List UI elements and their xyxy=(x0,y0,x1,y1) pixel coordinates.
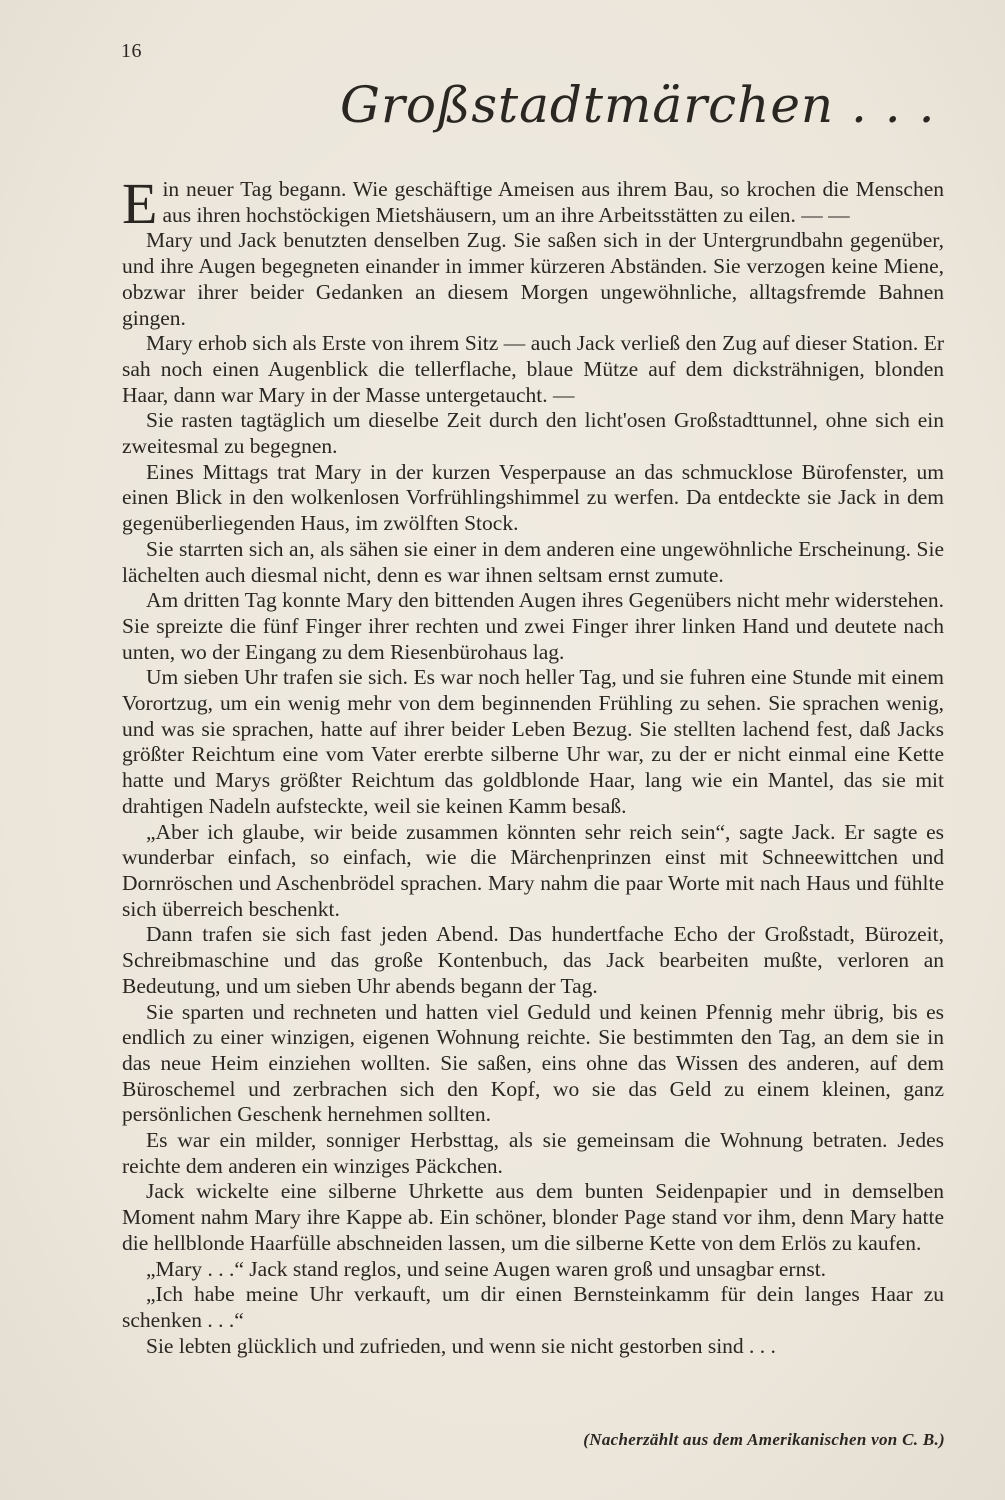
paragraph: Dann trafen sie sich fast jeden Abend. Das hundertfache Echo der Großstadt, Bürozeit, Schreibmaschine und das große Kontenbuch, das Jack bearbeiten mußte, verloren an Bedeutung, und um sieben Uhr abends begann der Tag. xyxy=(122,922,944,998)
paragraph: Eines Mittags trat Mary in der kurzen Vesperpause an das schmucklose Bürofenster, um einen Blick in den wolkenlosen Vorfrühlingshimmel zu werfen. Da entdeckte sie Jack in dem gegenüberliegenden Haus, im zwölften Stock. xyxy=(122,459,944,536)
drop-cap: E xyxy=(122,171,158,236)
paragraph: „Mary . . .“ Jack stand reglos, und seine Augen waren groß und unsagbar ernst. xyxy=(146,1256,827,1281)
paragraph: Sie starrten sich an, als sähen sie einer in dem anderen eine ungewöhnliche Erscheinung. Sie lächelten auch diesmal nicht, denn es war ihnen seltsam ernst zumute. xyxy=(122,536,944,587)
paragraph: Mary und Jack benutzten denselben Zug. Sie saßen sich in der Untergrundbahn gegenüber, und ihre Augen begegneten einander in immer kürzeren Abständen. Sie verzogen keine Miene, obzwar ihrer beider Gedanken an diesem Morgen ungewöhnliche, alltagsfremde Bahnen gingen. xyxy=(122,228,944,330)
paragraph: Es war ein milder, sonniger Herbsttag, als sie gemeinsam die Wohnung betraten. Jedes reichte dem anderen ein winziges Päckchen. xyxy=(122,1128,944,1178)
paragraph: „Aber ich glaube, wir beide zusammen könnten sehr reich sein“, sagte Jack. Er sagte es wunderbar einfach, so einfach, wie die Märchenprinzen einst mit Schneewittchen und Dornröschen und Aschenbrödel sprachen. Mary nahm die paar Worte mit nach Haus und fühlte sich überreich beschenkt. xyxy=(122,819,944,921)
paragraph: Sie sparten und rechneten und hatten viel Geduld und keinen Pfennig mehr übrig, bis es endlich zu einer winzigen, eigenen Wohnung reichte. Sie bestimmten den Tag, an dem sie in das neue Heim einziehen wollten. Sie saßen, eins ohne das Wissen des anderen, auf dem Büroschemel und zerbrachen sich den Kopf, wo sie das Geld zu einem kleinen, ganz persönlichen Geschenk hernehmen sollten. xyxy=(122,999,944,1127)
paragraph: Am dritten Tag konnte Mary den bittenden Augen ihres Gegenübers nicht mehr widerstehen. Sie spreizte die fünf Finger ihrer rechten und zwei Finger ihrer linken Hand und deutete nach unten, wo der Eingang zu dem Riesenbürohaus lag. xyxy=(122,588,944,664)
source-credit: (Nacherzählt aus dem Amerikanischen von C. B.) xyxy=(583,1430,945,1449)
closing-paragraph: Sie lebten glücklich und zufrieden, und wenn sie nicht gestorben sind . . . xyxy=(146,1333,776,1358)
paragraph: „Ich habe meine Uhr verkauft, um dir einen Bernsteinkamm für dein langes Haar zu schenken . . .“ xyxy=(122,1282,944,1332)
story-text xyxy=(122,171,944,1359)
first-paragraph-text: in neuer Tag begann. Wie geschäftige Ameisen aus ihrem Bau, so krochen die Menschen aus ihren hochstöckigen Mietshäusern, um an ihre Arbeitsstätten zu eilen. — — xyxy=(162,177,944,227)
paragraph: Um sieben Uhr trafen sie sich. Es war noch heller Tag, und sie fuhren eine Stunde mit einem Vorortzug, um ein wenig mehr von dem beginnenden Frühling zu sehen. Sie sprachen wenig, und was sie sprachen, hatte auf ihrer beider Leben Bezug. Sie stellten lachend fest, daß Jacks größter Reichtum eine vom Vater ererbte silberne Uhr war, zu der er nicht einmal eine Kette hatte und Marys größter Reichtum das goldblonde Haar, lang wie ein Mantel, das sie mit drahtigen Nadeln aufsteckte, weil sie keinen Kamm besaß. xyxy=(122,665,944,818)
paragraph: Sie rasten tagtäglich um dieselbe Zeit durch den licht'osen Großstadttunnel, ohne sich ein zweitesmal zu begegnen. xyxy=(122,408,944,459)
first-paragraph xyxy=(122,171,944,236)
paragraph: Mary erhob sich als Erste von ihrem Sitz — auch Jack verließ den Zug auf dieser Station. Er sah noch einen Augenblick die tellerflache, blaue Mütze auf dem dicksträhnigen, blonden Haar, dann war Mary in der Masse untergetaucht. — xyxy=(122,331,944,407)
story-title: Großstadtmärchen . . . xyxy=(340,76,936,134)
page-number: 16 xyxy=(121,40,142,62)
paragraph: Jack wickelte eine silberne Uhrkette aus dem bunten Seidenpapier und in demselben Moment nahm Mary ihre Kappe ab. Ein schöner, blonder Page stand vor ihm, denn Mary hatte die hellblonde Haarfülle abschneiden lassen, um die silberne Kette von dem Erlös zu kaufen. xyxy=(122,1179,944,1255)
